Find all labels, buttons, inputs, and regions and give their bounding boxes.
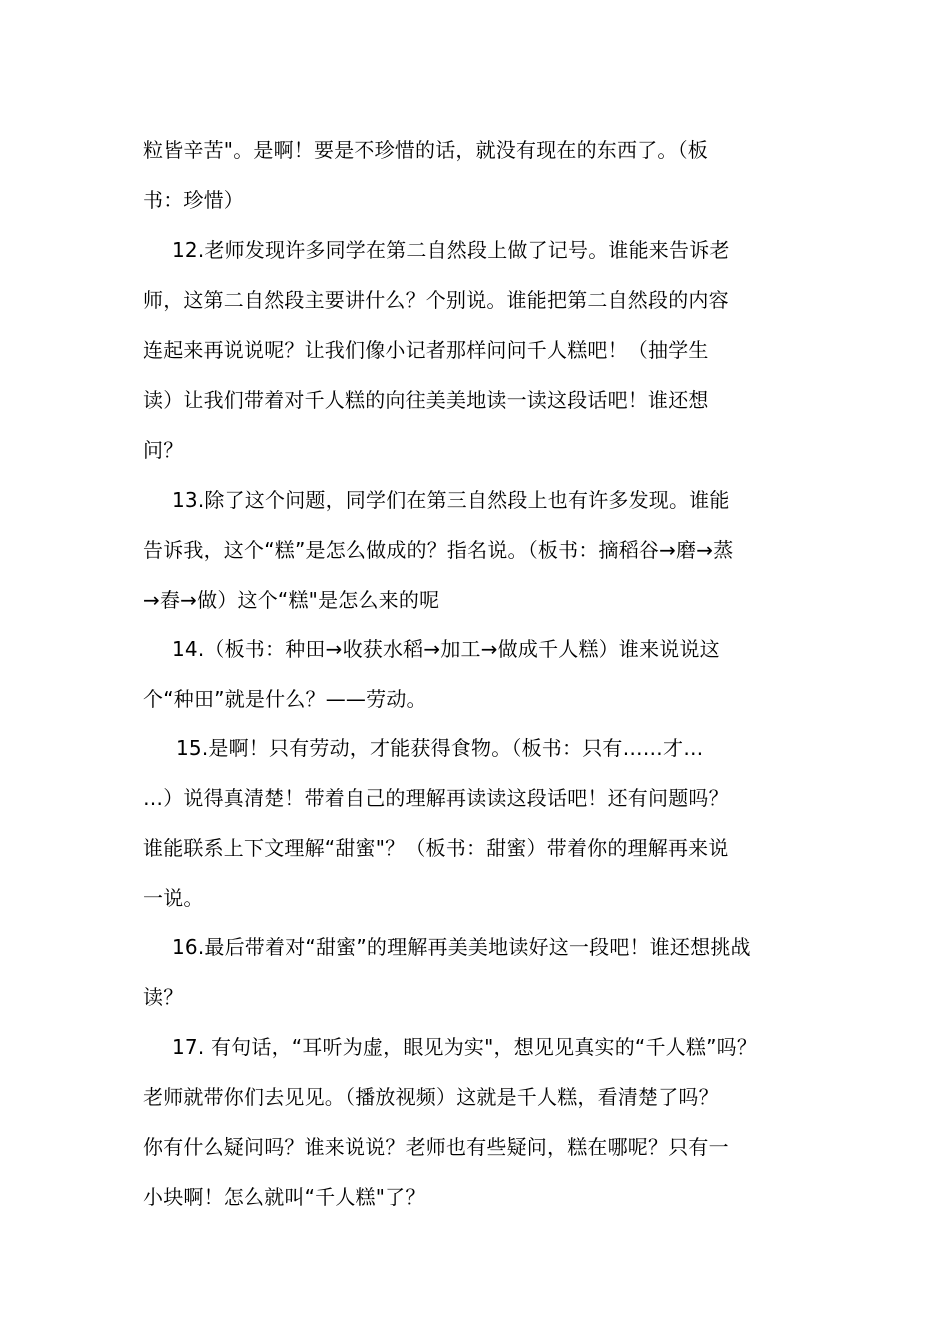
text-line: 一说。 (143, 886, 204, 910)
text-line: 连起来再说说呢？让我们像小记者那样问问千人糕吧！（抽学生 (143, 338, 709, 362)
text-line: →舂→做）这个“糕"是怎么来的呢 (143, 588, 440, 612)
paragraph-first-line: 13.除了这个问题，同学们在第三自然段上也有许多发现。谁能 (172, 488, 730, 512)
text-line: 小块啊！怎么就叫“千人糕"了？ (143, 1185, 426, 1209)
paragraph-first-line: 14.（板书：种田→收获水稻→加工→做成千人糕）谁来说说这 (172, 637, 720, 661)
text-line: 谁能联系上下文理解“甜蜜"？（板书：甜蜜）带着你的理解再来说 (143, 836, 729, 860)
paragraph-first-line: 15.是啊！只有劳动，才能获得食物。（板书：只有……才… (176, 736, 704, 760)
paragraph-first-line: 17. 有句话，“耳听为虚，眼见为实"，想见见真实的“千人糕”吗？ (172, 1035, 758, 1059)
text-line: 书：珍惜） (143, 188, 244, 212)
paragraph-first-line: 12.老师发现许多同学在第二自然段上做了记号。谁能来告诉老 (172, 238, 730, 262)
text-line: 读？ (143, 985, 184, 1009)
text-line: 告诉我，这个“糕”是怎么做成的？指名说。（板书：摘稻谷→磨→蒸 (143, 538, 734, 562)
text-line: 粒皆辛苦"。是啊！要是不珍惜的话，就没有现在的东西了。（板 (143, 138, 708, 162)
text-line: 问？ (143, 438, 184, 462)
paragraph-first-line: 16.最后带着对“甜蜜”的理解再美美地读好这一段吧！谁还想挑战 (172, 935, 751, 959)
text-line: 读）让我们带着对千人糕的向往美美地读一读这段话吧！谁还想 (143, 388, 709, 412)
text-line: 老师就带你们去见见。（播放视频）这就是千人糕，看清楚了吗？ (143, 1085, 719, 1109)
text-line: 你有什么疑问吗？谁来说说？老师也有些疑问，糕在哪呢？只有一 (143, 1135, 729, 1159)
text-line: 个“种田”就是什么？——劳动。 (143, 687, 427, 711)
text-line: 师，这第二自然段主要讲什么？个别说。谁能把第二自然段的内容 (143, 288, 729, 312)
text-line: …）说得真清楚！带着自己的理解再读读这段话吧！还有问题吗？ (143, 786, 729, 810)
